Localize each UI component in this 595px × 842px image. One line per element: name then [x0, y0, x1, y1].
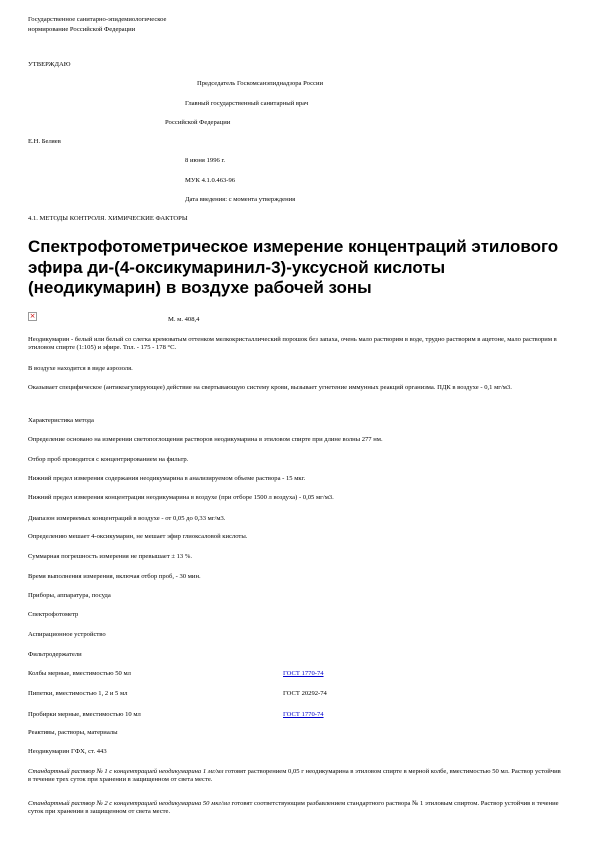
approved-label: УТВЕРЖДАЮ: [28, 61, 71, 68]
standard-solution-1-title: Стандартный раствор № 1 с концентрацией неодикумарина 1 мг/мл: [28, 768, 224, 775]
standard-solution-1: [28, 768, 563, 785]
reagent-item: Неодикумарин ГФХ, ст. 443: [28, 748, 107, 755]
paragraph: Суммарная погрешность измерения не превышает ± 13 %.: [28, 553, 192, 560]
gost-reference: ГОСТ 20292-74: [283, 690, 327, 697]
paragraph: Нижний предел измерения содержания неодикумарина в анализируемом объеме раствора - 15 мкг.: [28, 475, 306, 482]
paragraph: Определению мешает 4-оксикумарин, не мешает эфир глиоксаловой кислоты.: [28, 533, 248, 540]
approver-position-2: Главный государственный санитарный врач: [185, 100, 309, 107]
signer-name: Е.Н. Беляев: [28, 138, 61, 145]
paragraph: Определение основано на измерении светопоглощения растворов неодикумарина в этиловом спирте при длине волны 277 нм.: [28, 436, 383, 443]
device-item: Пипетки, вместимостью 1, 2 и 5 мл: [28, 690, 128, 697]
subheading-devices: Приборы, аппаратура, посуда: [28, 592, 111, 599]
gost-link[interactable]: ГОСТ 1770-74: [283, 711, 324, 718]
device-item: Спектрофотометр: [28, 611, 79, 618]
broken-image-icon: ×: [29, 312, 36, 320]
paragraph: Неодикумарин - белый или белый со слегка кремоватым оттенком мелкокристаллический порошок без запаха, очень мало растворим в воде, трудно растворим в ацетоне, мало растворим в этиловом спирте (1:105) и эфире. Тпл. - 175 - 178 °С.: [28, 336, 557, 352]
standard-solution-1-text: готовят растворением 0,05 г неодикумарина в этиловом спирте в мерной колбе, вместимостью 50 мл. Раствор устойчив в течение трех суток при хранении в защищенном от света месте.: [28, 768, 561, 784]
standard-solution-2: [28, 800, 563, 817]
effective-date: Дата введения: с момента утверждения: [185, 196, 296, 203]
standard-solution-2-title: Стандартный раствор № 2 с концентрацией неодикумарина 50 мкг/мл: [28, 800, 230, 807]
paragraph: В воздухе находится в виде аэрозоля.: [28, 365, 133, 372]
approver-position-1: Председатель Госкомсанэпиднадзора России: [197, 80, 324, 87]
approval-date: 8 июня 1996 г.: [185, 157, 226, 164]
subheading-reagents: Реактивы, растворы, материалы: [28, 729, 118, 736]
gost-link[interactable]: ГОСТ 1770-74: [283, 670, 324, 677]
page-title: Спектрофотометрическое измерение концентраций этилового эфира ди-(4-оксикумаринил-3)-уксусной кислоты (неодикумарин) в воздухе рабочей зоны: [28, 237, 559, 297]
paragraph: Нижний предел измерения концентрации неодикумарина в воздухе (при отборе 1500 л воздуха) - 0,05 мг/м3.: [28, 494, 334, 501]
org-line-1: Государственное санитарно-эпидемиологическое: [28, 16, 167, 23]
section-label: 4.1. МЕТОДЫ КОНТРОЛЯ. ХИМИЧЕСКИЕ ФАКТОРЫ: [28, 215, 188, 222]
paragraph: Отбор проб проводится с концентрированием на фильтр.: [28, 456, 189, 463]
standard-solution-2-text: готовят соответствующим разбавлением стандартного раствора № 1 этиловым спиртом. Раствор устойчив в течение суток при хранении в защищенном от света месте.: [28, 800, 559, 816]
paragraph: Диапазон измеряемых концентраций в воздухе - от 0,05 до 0,33 мг/м3.: [28, 515, 226, 522]
device-item: Колбы мерные, вместимостью 50 мл: [28, 670, 131, 677]
org-line-2: нормирование Российской Федерации: [28, 26, 136, 33]
approver-position-3: Российской Федерации: [165, 119, 231, 126]
paragraph: Оказывает специфическое (антикоагулирующее) действие на свертывающую систему крови, вызывает угнетение иммунных реакций организма. ПДК в воздухе - 0,1 мг/м3.: [28, 384, 512, 391]
device-item: Фильтродержатели: [28, 651, 82, 658]
device-item: Пробирки мерные, вместимостью 10 мл: [28, 711, 141, 718]
device-item: Аспирационное устройство: [28, 631, 106, 638]
document-code: МУК 4.1.0.463-96: [185, 177, 236, 184]
subheading-method: Характеристика метода: [28, 417, 94, 424]
molecular-mass: М. м. 408,4: [168, 316, 200, 323]
paragraph: Время выполнения измерения, включая отбор проб, - 30 мин.: [28, 573, 201, 580]
